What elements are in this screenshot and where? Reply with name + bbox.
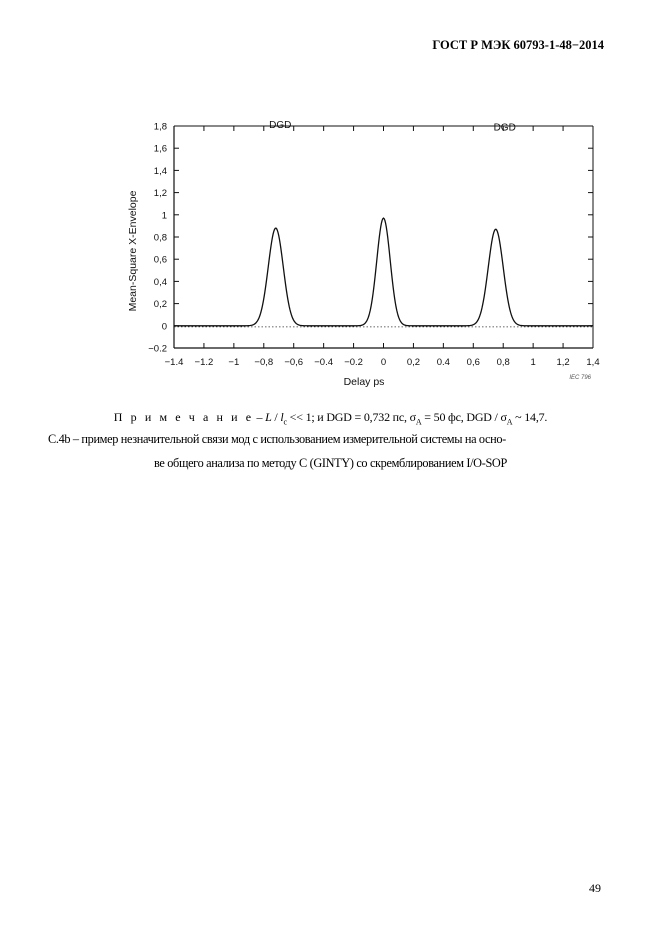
note-text2: = 50 фс, DGD / σ bbox=[421, 410, 507, 424]
dgd-annotation: DGD bbox=[269, 120, 292, 132]
document-header: ГОСТ Р МЭК 60793-1-48−2014 bbox=[432, 38, 604, 52]
y-tick-label: 1 bbox=[161, 210, 167, 222]
note-sub-a1: A bbox=[415, 417, 422, 427]
note-ic: l bbox=[280, 410, 284, 424]
note-ic-sub: c bbox=[283, 417, 287, 427]
y-tick-label: 0,6 bbox=[153, 254, 167, 266]
x-tick-label: −1.4 bbox=[164, 357, 184, 368]
note-text1: << 1; и DGD = 0,732 пс, σ bbox=[286, 410, 416, 424]
figure-note bbox=[0, 410, 661, 426]
caption-line-1: С.4b – пример незначительной связи мод с использованием измерительной системы на осно- bbox=[48, 432, 506, 446]
y-tick-label: 1,4 bbox=[153, 165, 167, 177]
note-label: П р и м е ч а н и е bbox=[113, 410, 254, 424]
iec-watermark: IEC 796 bbox=[569, 375, 591, 381]
x-tick-label: 0 bbox=[380, 357, 387, 368]
x-tick-label: 1,2 bbox=[556, 357, 570, 368]
x-tick-label: −1.2 bbox=[194, 357, 214, 368]
y-tick-label: 1,2 bbox=[153, 188, 167, 200]
x-tick-label: 0.4 bbox=[436, 357, 450, 368]
y-axis-title: Mean-Square X-Envelope bbox=[127, 190, 139, 312]
x-tick-label: −0.2 bbox=[344, 357, 363, 368]
y-tick-label: 0 bbox=[161, 321, 167, 333]
x-tick-label: −1 bbox=[228, 357, 240, 368]
x-tick-label: 0,2 bbox=[406, 357, 421, 368]
x-tick-label: 1 bbox=[530, 357, 536, 368]
dgd-annotation: DGD bbox=[493, 122, 516, 134]
note-slash: / bbox=[271, 410, 281, 424]
x-tick-label: −0,8 bbox=[254, 357, 274, 368]
x-tick-label: 0,8 bbox=[496, 357, 510, 368]
x-tick-label: −0.4 bbox=[314, 357, 334, 368]
y-tick-label: 1,8 bbox=[153, 121, 167, 133]
chart bbox=[120, 118, 600, 393]
caption-line-2: ве общего анализа по методу С (GINTY) со скремблированием I/O-SOP bbox=[154, 456, 507, 470]
y-tick-label: 0,8 bbox=[153, 232, 167, 244]
note-dash: – bbox=[253, 410, 266, 424]
y-tick-label: −0.2 bbox=[148, 343, 167, 355]
y-tick-label: 1,6 bbox=[153, 143, 167, 155]
y-tick-label: 0,4 bbox=[153, 276, 167, 288]
x-tick-label: 1,4 bbox=[586, 357, 600, 368]
note-sub-a2: A bbox=[506, 417, 513, 427]
x-tick-label: 0,6 bbox=[466, 357, 480, 368]
y-tick-label: 0,2 bbox=[153, 299, 167, 311]
note-L: L bbox=[265, 410, 272, 424]
x-axis-title: Delay ps bbox=[343, 376, 385, 388]
x-tick-label: −0,6 bbox=[284, 357, 304, 368]
page-number: 49 bbox=[589, 881, 601, 895]
envelope-curve bbox=[174, 218, 593, 326]
note-text3: ~ 14,7. bbox=[512, 410, 548, 424]
